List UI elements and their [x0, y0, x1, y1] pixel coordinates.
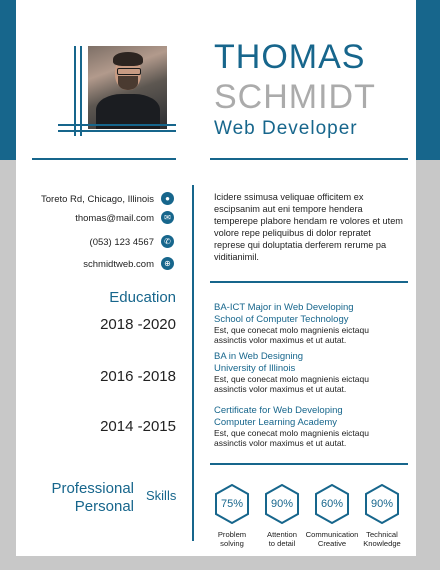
skill-label-line: Knowledge [363, 539, 401, 548]
globe-icon: ⊕ [161, 257, 174, 270]
degree-line: Computer Learning Academy [214, 416, 338, 428]
mail-icon: ✉ [161, 211, 174, 224]
education-years: 2016 -2018 [100, 368, 176, 385]
description-line: assinctis volor maximus et ut autat. [214, 335, 347, 345]
skill-label-line: Technical [366, 530, 398, 539]
education-degree [214, 351, 303, 374]
skill-label [350, 530, 414, 548]
description-line: Est, que conecat molo magnienis eictaqu [214, 374, 369, 384]
job-title: Web Developer [214, 118, 358, 139]
skills-heading-left [51, 480, 134, 516]
photo-frame-line [58, 124, 176, 126]
skills-label: Personal [74, 498, 134, 515]
skill-value: 90% [370, 498, 394, 510]
phone-icon: ✆ [161, 235, 174, 248]
skill-label-line: solving [220, 539, 244, 548]
skill-value: 90% [270, 498, 294, 510]
contact-phone: (053) 123 4567 [89, 236, 154, 248]
description-line: assinctis volor maximus et ut autat. [214, 438, 347, 448]
first-name: THOMAS [214, 38, 366, 76]
skill-label-line: Problem [217, 530, 247, 539]
skill-label-line: Attention [267, 530, 297, 539]
education-degree [214, 302, 354, 325]
skills-heading-right: Skills [146, 488, 177, 503]
education-description [214, 428, 369, 448]
divider [210, 158, 408, 160]
divider [32, 158, 176, 160]
description-line: Est, que conecat molo magnienis eictaqu [214, 428, 369, 438]
education-description [214, 374, 369, 394]
divider [210, 281, 408, 283]
contact-email: thomas@mail.com [75, 212, 154, 224]
photo-frame-line [58, 130, 176, 132]
skill-label-line: to detail [268, 539, 296, 548]
education-years: 2014 -2015 [100, 418, 176, 435]
degree-line: BA in Web Designing [214, 351, 304, 362]
degree-line: BA-ICT Major in Web Developing [214, 302, 354, 313]
last-name: SCHMIDT [214, 78, 376, 116]
skills-label: Professional [51, 480, 134, 497]
description-line: Est, que conecat molo magnienis eictaqu [214, 325, 369, 335]
skill-label-line: Communication [305, 530, 359, 539]
contact-address: Toreto Rd, Chicago, Illinois [41, 193, 154, 205]
skill-hexagon [264, 484, 300, 524]
skill-hexagon [314, 484, 350, 524]
profile-summary: Icidere ssimusa veliquae officitem ex escipsanim aut eni tempore hendera temperepe plabore hendam re volores et utem volore repe peliquibus di dolor repratet represe qui doluptatia derferem rerume pa viditianimil. [214, 192, 403, 262]
photo-frame-line [80, 46, 82, 136]
education-degree [214, 405, 343, 428]
photo-frame-line [74, 46, 76, 136]
skill-value: 60% [320, 498, 344, 510]
profile-photo [88, 46, 167, 129]
education-description [214, 325, 369, 345]
skill-label-line: Creative [317, 539, 347, 548]
education-years: 2018 -2020 [100, 316, 176, 333]
degree-line: University of Illinois [214, 362, 296, 374]
description-line: assinctis volor maximus et ut autat. [214, 384, 347, 394]
degree-line: School of Computer Technology [214, 313, 349, 325]
vertical-divider [192, 185, 194, 541]
education-heading: Education [109, 289, 176, 306]
location-icon: ● [161, 192, 174, 205]
divider [210, 463, 408, 465]
contact-website: schmidtweb.com [83, 258, 154, 270]
skill-hexagon [364, 484, 400, 524]
degree-line: Certificate for Web Developing [214, 405, 343, 416]
skill-value: 75% [220, 498, 244, 510]
skill-hexagon [214, 484, 250, 524]
